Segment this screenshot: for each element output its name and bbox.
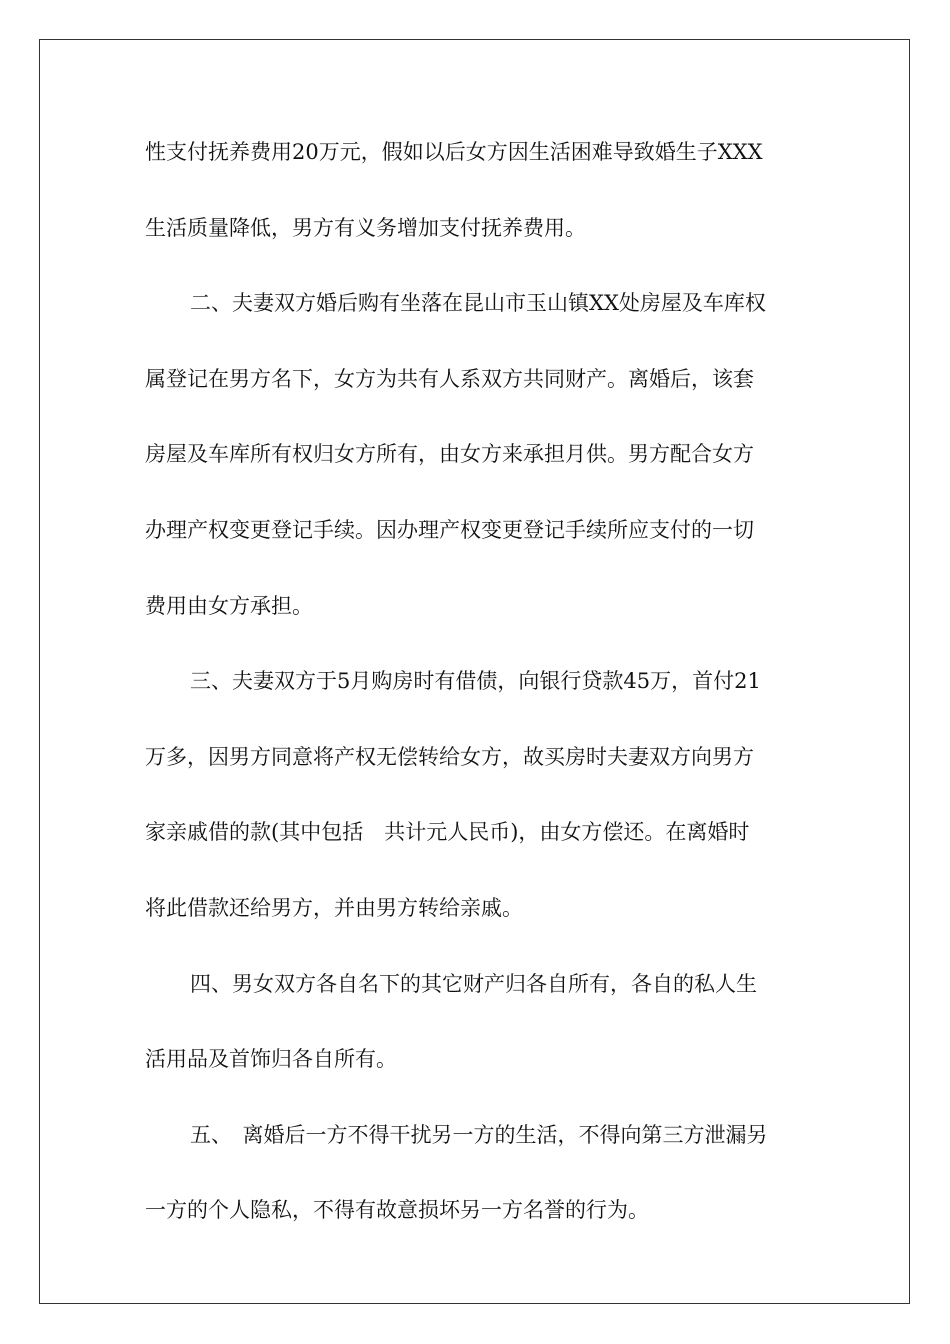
text-line: 一方的个人隐私，不得有故意损坏另一方名誉的行为。	[145, 1198, 649, 1223]
section-five-heading-line: 五、 离婚后一方不得干扰另一方的生活，不得向第三方泄漏另	[190, 1122, 768, 1147]
section-four-heading-line: 四、男女双方各自名下的其它财产归各自所有，各自的私人生	[190, 971, 757, 996]
text-line: 属登记在男方名下，女方为共有人系双方共同财产。离婚后，该套	[145, 366, 754, 391]
text-line: 家亲戚借的款(其中包括 共计元人民币)，由女方偿还。在离婚时	[145, 820, 750, 845]
text-line: 生活质量降低，男方有义务增加支付抚养费用。	[145, 215, 586, 240]
text-line: 将此借款还给男方，并由男方转给亲戚。	[145, 895, 523, 920]
text-line: 办理产权变更登记手续。因办理产权变更登记手续所应支付的一切	[145, 517, 754, 542]
section-two-heading-line: 二、夫妻双方婚后购有坐落在昆山市玉山镇XX处房屋及车库权	[190, 291, 766, 316]
text-line: 费用由女方承担。	[145, 593, 313, 618]
text-line: 性支付抚养费用20万元，假如以后女方因生活困难导致婚生子XXX	[145, 140, 763, 164]
document-body	[145, 132, 805, 1266]
section-three-heading-line: 三、夫妻双方于5月购房时有借债，向银行贷款45万，首付21	[190, 669, 761, 694]
text-line: 活用品及首饰归各自所有。	[145, 1047, 397, 1072]
text-line: 万多，因男方同意将产权无偿转给女方，故买房时夫妻双方向男方	[145, 744, 754, 769]
text-line: 房屋及车库所有权归女方所有，由女方来承担月供。男方配合女方	[145, 442, 754, 467]
